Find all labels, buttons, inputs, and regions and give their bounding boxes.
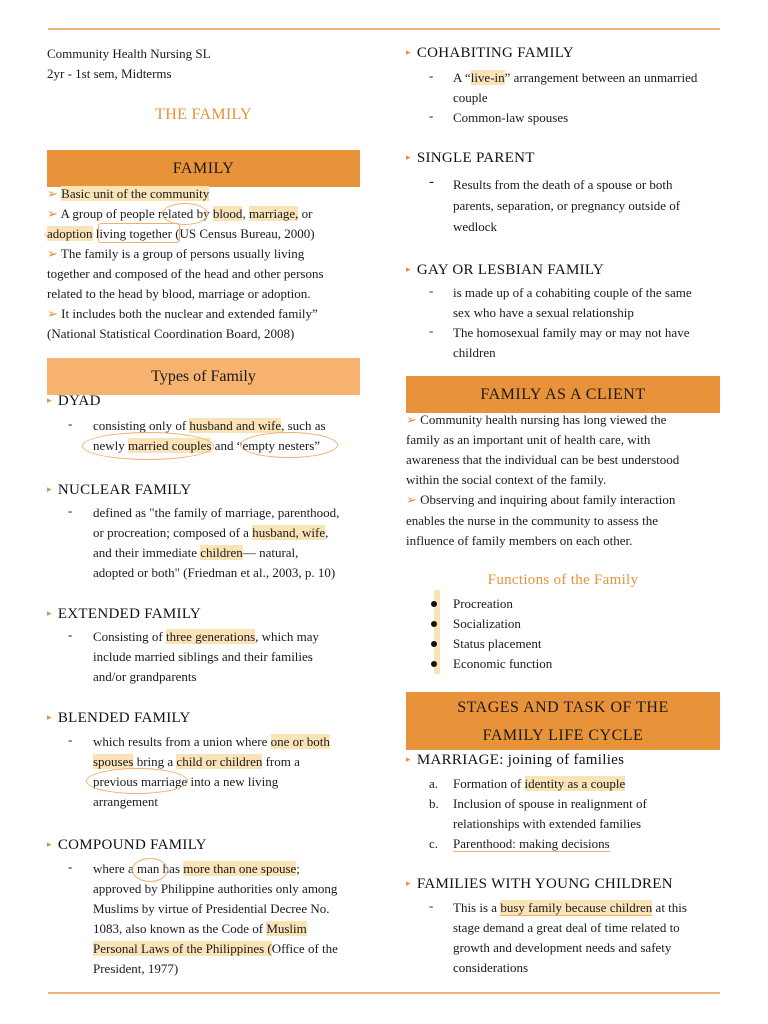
triangle-icon: ▸ bbox=[406, 47, 411, 57]
young-children-line-4: considerations bbox=[453, 960, 529, 975]
arrow-icon: ➢ bbox=[47, 306, 58, 321]
compound-line-2: approved by Philippine authorities only among bbox=[93, 881, 338, 896]
function-item: Socialization bbox=[453, 616, 521, 631]
marriage-title: ▸ MARRIAGE: joining of families bbox=[406, 752, 625, 768]
nuclear-line-2: or procreation; composed of a husband, wife, bbox=[93, 525, 329, 540]
family-point-3-l2: together and composed of the head and other persons bbox=[47, 266, 324, 281]
triangle-icon: ▸ bbox=[47, 395, 52, 405]
client-point-1-l4: within the social context of the family. bbox=[406, 472, 607, 487]
family-heading: FAMILY bbox=[47, 150, 360, 187]
dash-icon: - bbox=[429, 283, 434, 298]
client-point-1: ➢ Community health nursing has long viewed the bbox=[406, 412, 667, 427]
family-point-3-l3: related to the head by blood, marriage or adoption. bbox=[47, 286, 311, 301]
term-label: 2yr - 1st sem, Midterms bbox=[47, 66, 172, 81]
function-item: Economic function bbox=[453, 656, 553, 671]
marriage-task-c: Parenthood: making decisions bbox=[453, 836, 610, 851]
list-label: c. bbox=[429, 836, 439, 851]
gay-lesbian-line-3: The homosexual family may or may not have bbox=[453, 325, 690, 340]
cohabiting-title: ▸ COHABITING FAMILY bbox=[406, 45, 574, 61]
triangle-icon: ▸ bbox=[47, 608, 52, 618]
client-point-2-l2: enables the nurse in the community to assess the bbox=[406, 513, 659, 528]
bullet-icon bbox=[431, 641, 437, 647]
annotation-box bbox=[98, 223, 180, 243]
client-point-2-l3: influence of family members on each other. bbox=[406, 533, 633, 548]
nuclear-title: ▸ NUCLEAR FAMILY bbox=[47, 482, 192, 498]
dash-icon: - bbox=[68, 416, 73, 431]
dash-icon: - bbox=[68, 503, 73, 518]
young-children-title: ▸ FAMILIES WITH YOUNG CHILDREN bbox=[406, 876, 673, 892]
compound-line-5: Personal Laws of the Philippines (Office of the bbox=[93, 941, 338, 956]
triangle-icon: ▸ bbox=[406, 878, 411, 888]
nuclear-line-3: and their immediate children— natural, bbox=[93, 545, 299, 560]
dash-icon: - bbox=[429, 323, 434, 338]
young-children-line-3: growth and development needs and safety bbox=[453, 940, 672, 955]
page-title: THE FAMILY bbox=[155, 106, 252, 123]
extended-line-1: Consisting of three generations, which may bbox=[93, 629, 320, 644]
client-point-1-l2: family as an important unit of health care, with bbox=[406, 432, 651, 447]
arrow-icon: ➢ bbox=[47, 186, 58, 201]
bottom-rule bbox=[48, 992, 720, 994]
triangle-icon: ▸ bbox=[406, 754, 411, 764]
function-item: Procreation bbox=[453, 596, 513, 611]
blended-line-2: spouses bring a child or children from a bbox=[93, 754, 300, 769]
dyad-line-2: newly married couples and “empty nesters” bbox=[93, 438, 321, 453]
annotation-circle bbox=[82, 432, 214, 460]
triangle-icon: ▸ bbox=[47, 484, 52, 494]
dash-icon: - bbox=[429, 898, 434, 913]
client-point-2: ➢ Observing and inquiring about family interaction bbox=[406, 492, 676, 507]
family-point-4-l2: (National Statistical Coordination Board, 2008) bbox=[47, 326, 295, 341]
dash-icon: - bbox=[429, 68, 434, 83]
annotation-circle bbox=[240, 432, 338, 458]
dash-icon: - bbox=[68, 859, 73, 874]
triangle-icon: ▸ bbox=[47, 839, 52, 849]
compound-line-6: President, 1977) bbox=[93, 961, 179, 976]
top-rule bbox=[48, 28, 720, 30]
blended-title: ▸ BLENDED FAMILY bbox=[47, 710, 191, 726]
blended-line-3: previous marriage into a new living bbox=[93, 774, 279, 789]
extended-line-2: include married siblings and their families bbox=[93, 649, 313, 664]
family-point-2: ➢ A group of people related by blood, marriage, or bbox=[47, 206, 313, 221]
bullet-icon bbox=[431, 661, 437, 667]
marriage-task-b: Inclusion of spouse in realignment of bbox=[453, 796, 647, 811]
function-item: Status placement bbox=[453, 636, 542, 651]
young-children-line-2: stage demand a great deal of time related to bbox=[453, 920, 680, 935]
annotation-circle bbox=[86, 768, 188, 794]
compound-line-4: 1083, also known as the Code of Muslim bbox=[93, 921, 307, 936]
bullet-icon bbox=[431, 621, 437, 627]
bullet-icon bbox=[431, 601, 437, 607]
dash-icon: - bbox=[429, 108, 434, 123]
course-name: Community Health Nursing SL bbox=[47, 46, 211, 61]
dash-icon: - bbox=[429, 174, 434, 190]
single-parent-title: ▸ SINGLE PARENT bbox=[406, 150, 535, 166]
dyad-line-1: consisting only of husband and wife, such as bbox=[93, 418, 326, 433]
cohabiting-line-3: Common-law spouses bbox=[453, 110, 569, 125]
blended-line-1: which results from a union where one or both bbox=[93, 734, 330, 749]
blended-line-4: arrangement bbox=[93, 794, 158, 809]
arrow-icon: ➢ bbox=[406, 412, 417, 427]
functions-title: Functions of the Family bbox=[487, 572, 639, 588]
family-point-3: ➢ The family is a group of persons usually living bbox=[47, 246, 305, 261]
arrow-icon: ➢ bbox=[47, 246, 58, 261]
family-point-2-cont: adoption living together (US Census Bureau, 2000) bbox=[47, 226, 315, 241]
list-label: b. bbox=[429, 796, 439, 811]
compound-line-1: where a man has more than one spouse; bbox=[93, 861, 300, 876]
list-label: a. bbox=[429, 776, 439, 791]
compound-line-3: Muslims by virtue of Presidential Decree No. bbox=[93, 901, 330, 916]
young-children-line-1: This is a busy family because children at this bbox=[453, 900, 687, 915]
dyad-title: ▸ DYAD bbox=[47, 393, 101, 409]
single-parent-line-1: Results from the death of a spouse or both bbox=[453, 177, 673, 192]
compound-title: ▸ COMPOUND FAMILY bbox=[47, 837, 207, 853]
triangle-icon: ▸ bbox=[406, 152, 411, 162]
cohabiting-line-2: couple bbox=[453, 90, 488, 105]
family-point-1: ➢ Basic unit of the community bbox=[47, 186, 210, 201]
extended-title: ▸ EXTENDED FAMILY bbox=[47, 606, 201, 622]
family-point-4: ➢ It includes both the nuclear and extended family” bbox=[47, 306, 318, 321]
cohabiting-line-1: A “live-in” arrangement between an unmarried bbox=[453, 70, 698, 85]
nuclear-line-4: adopted or both" (Friedman et al., 2003, p. 10) bbox=[93, 565, 336, 580]
single-parent-line-3: wedlock bbox=[453, 219, 498, 234]
arrow-icon: ➢ bbox=[47, 206, 58, 221]
annotation-circle bbox=[162, 203, 208, 225]
nuclear-line-1: defined as "the family of marriage, parenthood, bbox=[93, 505, 340, 520]
extended-line-3: and/or grandparents bbox=[93, 669, 197, 684]
family-client-heading: FAMILY AS A CLIENT bbox=[406, 376, 720, 413]
types-heading: Types of Family bbox=[47, 358, 360, 395]
dash-icon: - bbox=[68, 627, 73, 642]
client-point-1-l3: awareness that the individual can be best understood bbox=[406, 452, 680, 467]
marriage-task-b-l2: relationships with extended families bbox=[453, 816, 642, 831]
gay-lesbian-line-2: sex who have a sexual relationship bbox=[453, 305, 634, 320]
triangle-icon: ▸ bbox=[406, 264, 411, 274]
gay-lesbian-line-4: children bbox=[453, 345, 496, 360]
gay-lesbian-line-1: is made up of a cohabiting couple of the same bbox=[453, 285, 692, 300]
marriage-task-a: Formation of identity as a couple bbox=[453, 776, 626, 791]
single-parent-line-2: parents, separation, or pregnancy outside of bbox=[453, 198, 681, 213]
triangle-icon: ▸ bbox=[47, 712, 52, 722]
arrow-icon: ➢ bbox=[406, 492, 417, 507]
gay-lesbian-title: ▸ GAY OR LESBIAN FAMILY bbox=[406, 262, 604, 278]
stages-heading: STAGES AND TASK OF THE FAMILY LIFE CYCLE bbox=[406, 692, 720, 750]
dash-icon: - bbox=[68, 732, 73, 747]
